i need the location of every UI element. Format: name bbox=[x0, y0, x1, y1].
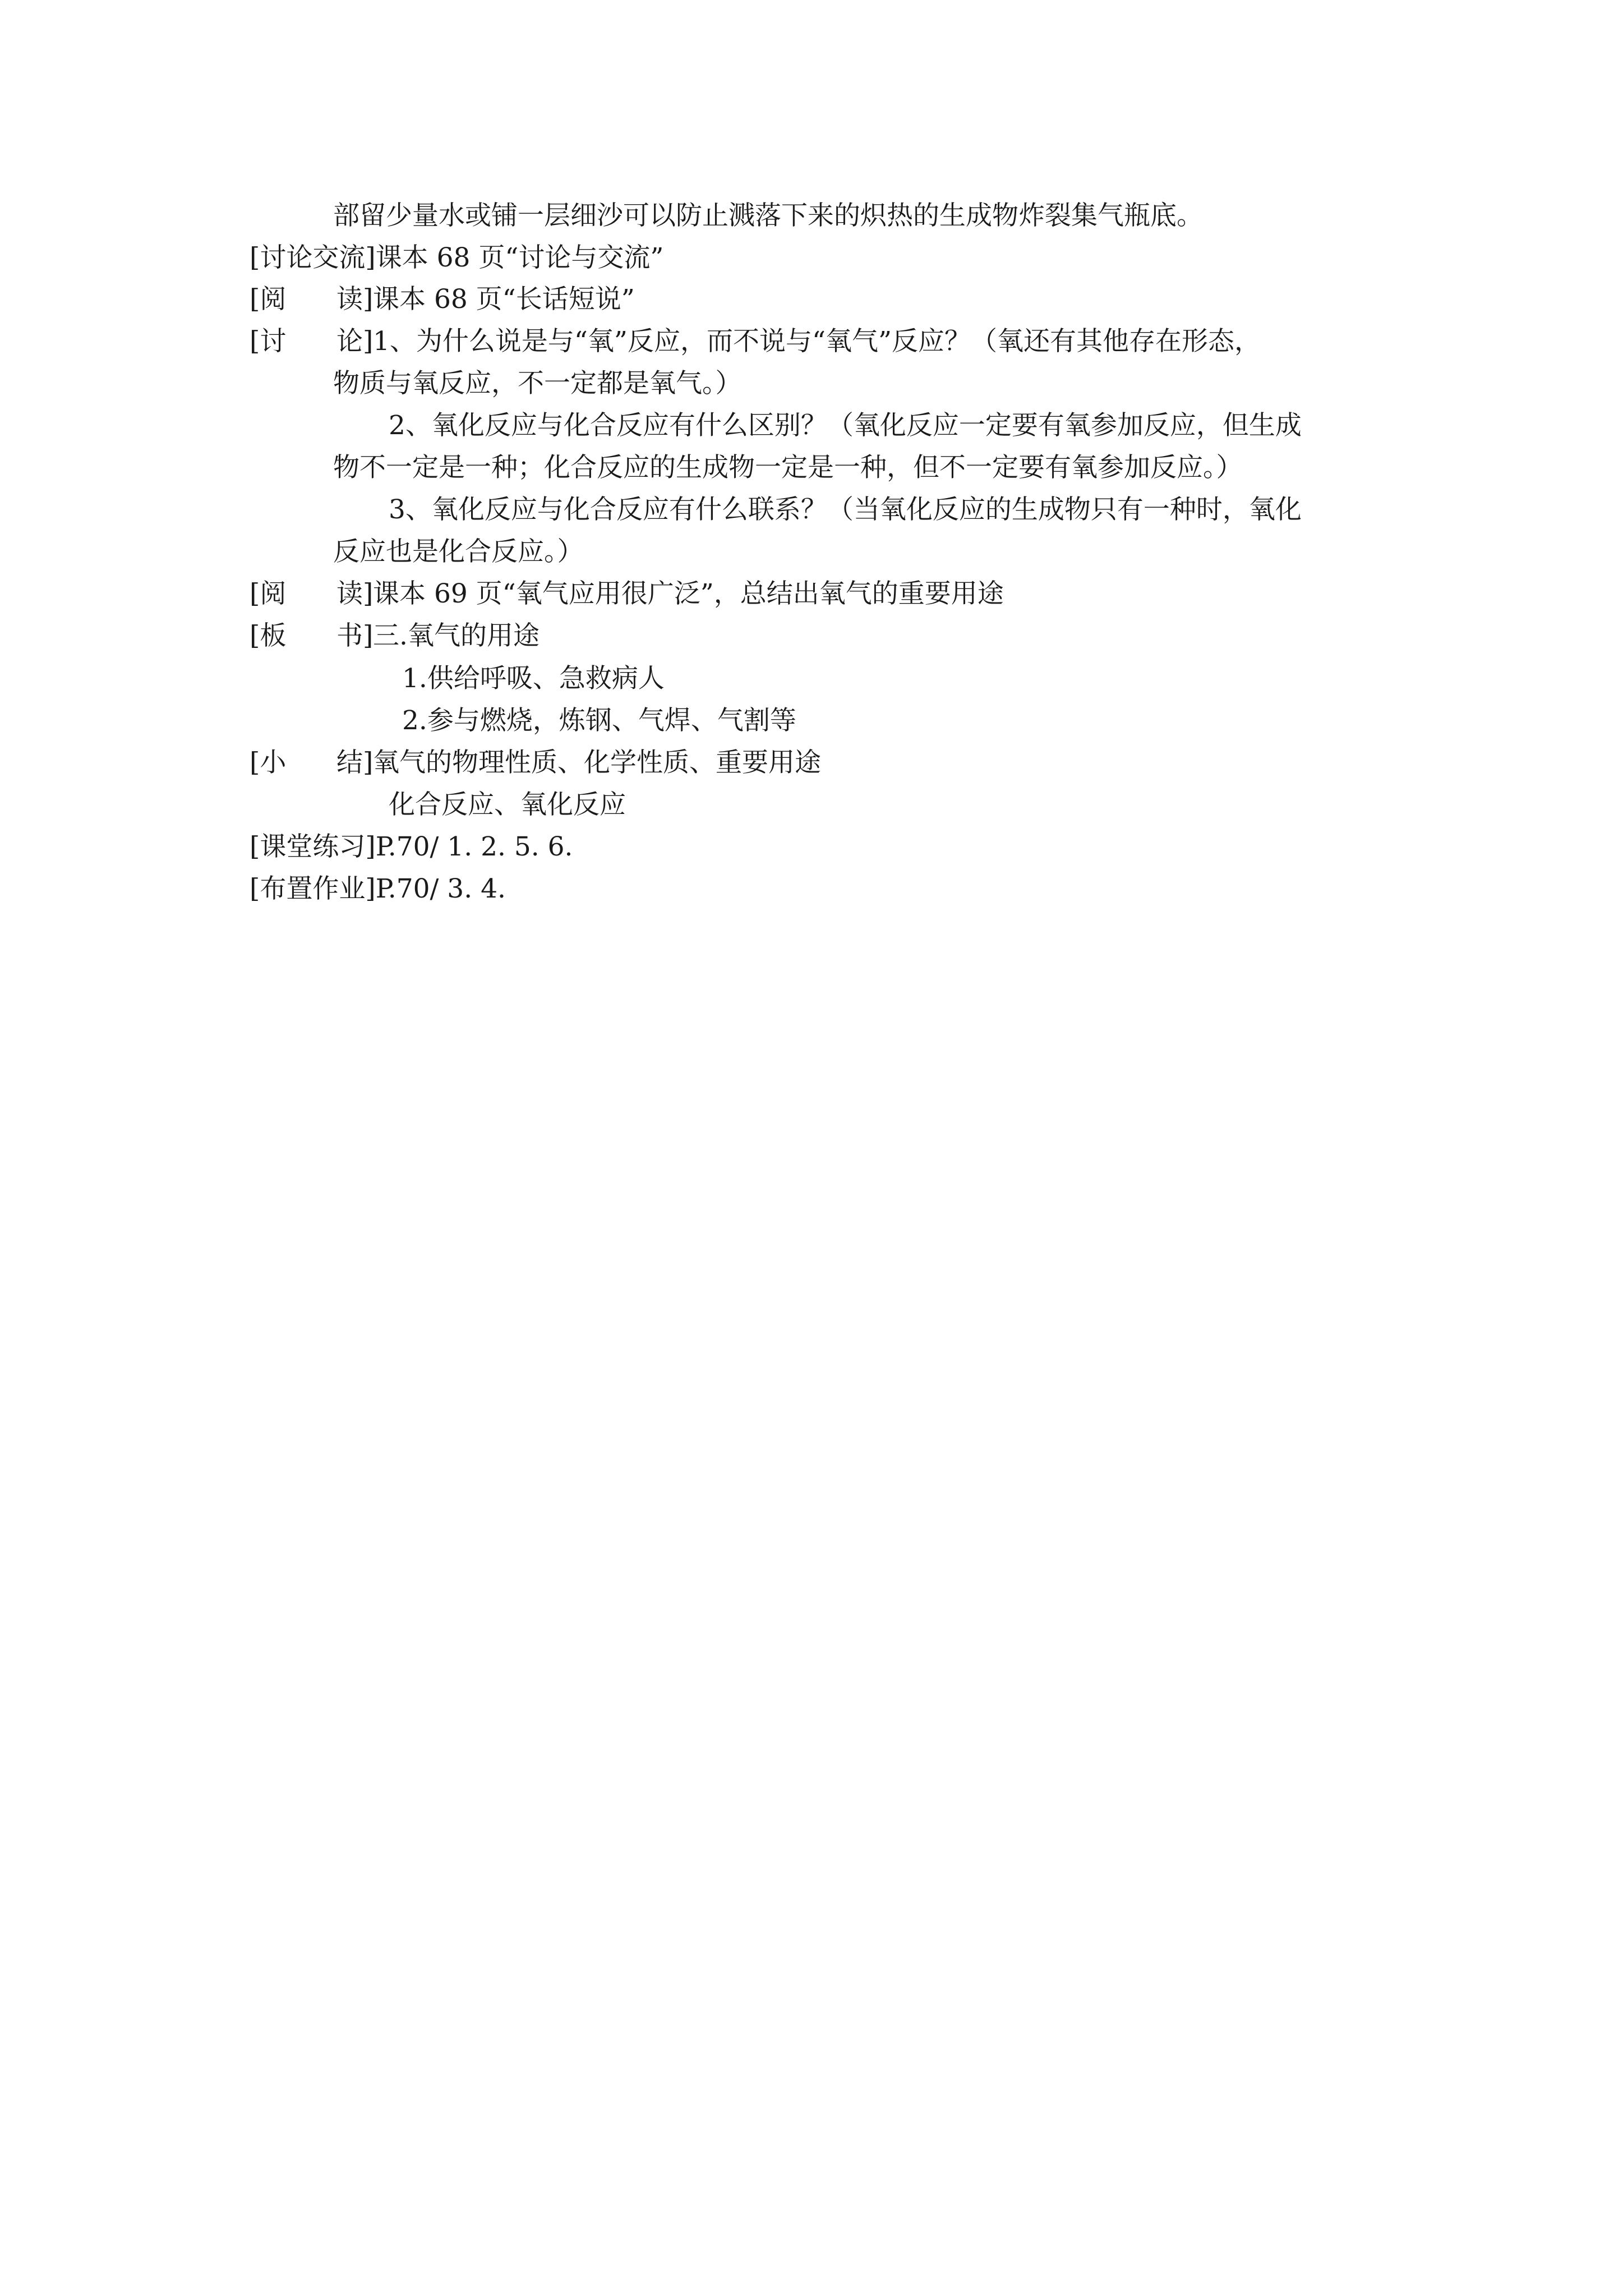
text-line-15 bbox=[389, 788, 626, 822]
line-text: 1.供给呼吸、急救病人 bbox=[402, 663, 665, 694]
text-line-6 bbox=[389, 409, 1302, 443]
text-line-3 bbox=[250, 283, 635, 316]
line-text: 1、为什么说是与“氧”反应，而不说与“氧气”反应？（氧还有其他存在形态， bbox=[373, 326, 1261, 357]
section-tag: [布置作业] bbox=[250, 873, 376, 904]
line-text: 物不一定是一种；化合反应的生成物一定是一种，但不一定要有氧参加反应。） bbox=[333, 452, 1243, 483]
text-line-5 bbox=[333, 367, 742, 401]
text-line-2 bbox=[250, 241, 663, 275]
section-tag: [阅 读] bbox=[250, 284, 374, 315]
line-text: 2、氧化反应与化合反应有什么区别？（氧化反应一定要有氧参加反应，但生成 bbox=[389, 410, 1302, 441]
line-text: 反应也是化合反应。） bbox=[333, 536, 584, 567]
line-text: 课本 68 页“讨论与交流” bbox=[375, 242, 664, 273]
section-tag: [讨 论] bbox=[250, 326, 374, 357]
text-line-10 bbox=[250, 577, 1004, 611]
text-line-9 bbox=[333, 535, 584, 569]
section-tag: [小 结] bbox=[250, 747, 374, 778]
text-line-7 bbox=[333, 451, 1243, 485]
text-line-14 bbox=[250, 746, 821, 780]
line-text: 课本 69 页“氧气应用很广泛”，总结出氧气的重要用途 bbox=[373, 578, 1004, 609]
line-text: 课本 68 页“长话短说” bbox=[373, 284, 635, 315]
text-line-11 bbox=[250, 619, 540, 653]
section-tag: [阅 读] bbox=[250, 578, 374, 609]
text-line-16 bbox=[250, 830, 573, 864]
line-text: 物质与氧反应，不一定都是氧气。） bbox=[333, 368, 742, 399]
line-text: 氧气的物理性质、化学性质、重要用途 bbox=[373, 747, 821, 778]
text-line-12 bbox=[402, 662, 665, 696]
line-text: 3、氧化反应与化合反应有什么联系？（当氧化反应的生成物只有一种时，氧化 bbox=[389, 494, 1302, 525]
line-text: 化合反应、氧化反应 bbox=[389, 789, 626, 820]
line-text: 三.氧气的用途 bbox=[373, 620, 540, 651]
section-tag: [讨论交流] bbox=[250, 242, 376, 273]
text-line-1 bbox=[333, 199, 1203, 233]
line-text: P.70/ 3. 4. bbox=[375, 873, 506, 904]
text-line-4 bbox=[250, 325, 1261, 358]
line-text: 部留少量水或铺一层细沙可以防止溅落下来的炽热的生成物炸裂集气瓶底。 bbox=[333, 200, 1203, 231]
line-text: 2.参与燃烧，炼钢、气焊、气割等 bbox=[402, 705, 796, 736]
line-text: P.70/ 1. 2. 5. 6. bbox=[375, 831, 573, 862]
text-line-8 bbox=[389, 493, 1302, 527]
text-line-17 bbox=[250, 872, 506, 906]
section-tag: [板 书] bbox=[250, 620, 374, 651]
text-line-13 bbox=[402, 704, 796, 738]
section-tag: [课堂练习] bbox=[250, 831, 376, 862]
